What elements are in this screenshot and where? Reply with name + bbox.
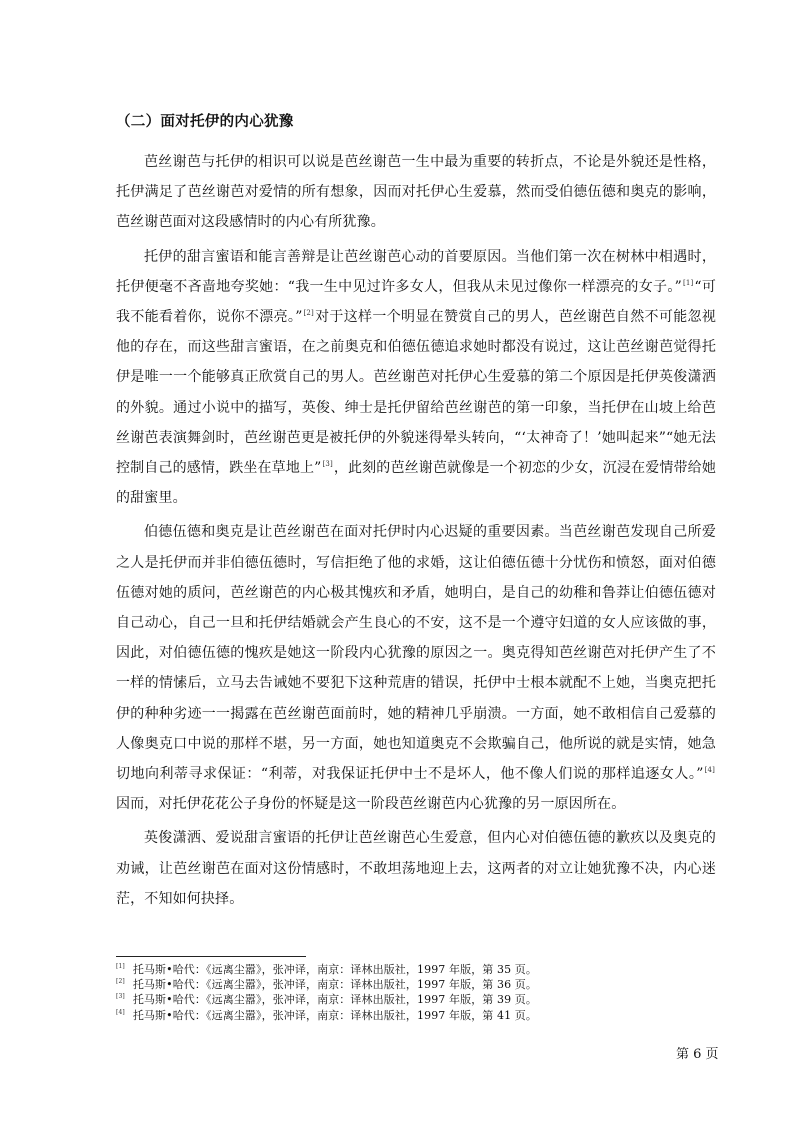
footnote-mark: [4] [116, 1008, 125, 1016]
footnote [116, 977, 716, 992]
footnote-reference[interactable]: [4] [704, 766, 715, 775]
footnote-text: 托马斯•哈代：《远离尘嚣》，张冲译，南京：译林出版社，1997 年版，第 36 页。 [132, 978, 537, 992]
paragraph-text: ，此刻的芭丝谢芭就像是一个初恋的少女，沉浸在爱情带给她的甜蜜里。 [116, 460, 716, 507]
footnote-mark: [1] [116, 963, 125, 970]
paragraph-text: 对于这样一个明显在赞赏自己的男人，芭丝谢芭自然不可能忽视他的存在，而这些甜言蜜语，在之前奥克和伯德伍德追求她时都没有说过，这让芭丝谢芭觉得托伊是唯一一个能够真正欣赏自己的男人。芭丝谢芭对托伊心生爱慕的第二个原因是托伊英俊潇洒的外貌。通过小说中的描写，英俊、绅士是托伊留给芭丝谢芭的第一印象，当托伊在山坡上给芭丝谢芭表演舞剑时，芭丝谢芭更是被托伊的外貌迷得晕头转向，“‘太神奇了！’她叫起来”“她无法控制自己的感情，跌坐在草地上” [116, 309, 716, 477]
paragraph-text: 伯德伍德和奥克是让芭丝谢芭在面对托伊时内心迟疑的重要因素。当芭丝谢芭发现自己所爱之人是托伊而并非伯德伍德时，写信拒绝了他的求婚，这让伯德伍德十分忧伤和愤怒，面对伯德伍德对她的质问，芭丝谢芭的内心极其愧疚和矛盾，她明白，是自己的幼稚和鲁莽让伯德伍德对自己动心，自己一旦和托伊结婚就会产生良心的不安，这不是一个遵守妇道的女人应该做的事，因此，对伯德伍德的愧疚是她这一阶段内心犹豫的原因之一。奥克得知芭丝谢芭对托伊产生了不一样的情愫后，立马去告诫她不要犯下这种荒唐的错误，托伊中士根本就配不上她，当奥克把托伊的种种劣迹一一揭露在芭丝谢芭面前时，她的精神几乎崩溃。一方面，她不敢相信自己爱慕的人像奥克口中说的那样不堪，另一方面，她也知道奥克不会欺骗自己，他所说的就是实情，她急切地向利蒂寻求保证：“利蒂，对我保证托伊中士不是坏人，他不像人们说的那样追逐女人。” [116, 524, 716, 783]
page-number: 第 6 页 [676, 1047, 719, 1062]
paragraph-text: 芭丝谢芭与托伊的相识可以说是芭丝谢芭一生中最为重要的转折点，不论是外貌还是性格，托伊满足了芭丝谢芭对爱情的所有想象，因而对托伊心生爱慕，然而受伯德伍德和奥克的影响，芭丝谢芭面对这段感情时的内心有所犹豫。 [116, 154, 716, 231]
paragraph [116, 147, 716, 238]
paragraph [116, 242, 716, 514]
footnote-separator [116, 956, 306, 957]
body-text [116, 147, 716, 918]
footnote [116, 962, 716, 977]
footnotes [116, 962, 716, 1023]
footnote-mark: [3] [116, 993, 125, 1001]
paragraph [116, 823, 716, 914]
footnote-reference[interactable]: [2] [303, 309, 314, 318]
paragraph-text: “可我不能看着你，说你不漂亮。” [116, 278, 716, 326]
footnote [116, 992, 716, 1007]
footnote-text: 托马斯•哈代：《远离尘嚣》，张冲译，南京：译林出版社，1997 年版，第 35 页。 [132, 963, 537, 976]
footnote [116, 1008, 716, 1023]
paragraph [116, 517, 716, 819]
footnote-text: 托马斯•哈代：《远离尘嚣》，张冲译，南京：译林出版社，1997 年版，第 41 页。 [132, 1008, 537, 1022]
footnote-text: 托马斯•哈代：《远离尘嚣》，张冲译，南京：译林出版社，1997 年版，第 39 页。 [132, 993, 537, 1007]
section-heading: （二）面对托伊的内心犹豫 [116, 114, 294, 130]
paragraph-text: 托伊的甜言蜜语和能言善辩是让芭丝谢芭心动的首要原因。当他们第一次在树林中相遇时，托伊便毫不吝啬地夸奖她：“我一生中见过许多女人，但我从未见过像你一样漂亮的女子。” [116, 248, 716, 295]
footnote-reference[interactable]: [3] [322, 460, 333, 469]
footnote-reference[interactable]: [1] [683, 278, 694, 287]
paragraph-text: 英俊潇洒、爱说甜言蜜语的托伊让芭丝谢芭心生爱意，但内心对伯德伍德的歉疚以及奥克的劝诫，让芭丝谢芭在面对这份情感时，不敢坦荡地迎上去，这两者的对立让她犹豫不决，内心迷茫，不知如何抉择。 [116, 830, 716, 907]
footnote-mark: [2] [116, 978, 125, 986]
paragraph-text: 因而，对托伊花花公子身份的怀疑是这一阶段芭丝谢芭内心犹豫的另一原因所在。 [116, 796, 626, 813]
